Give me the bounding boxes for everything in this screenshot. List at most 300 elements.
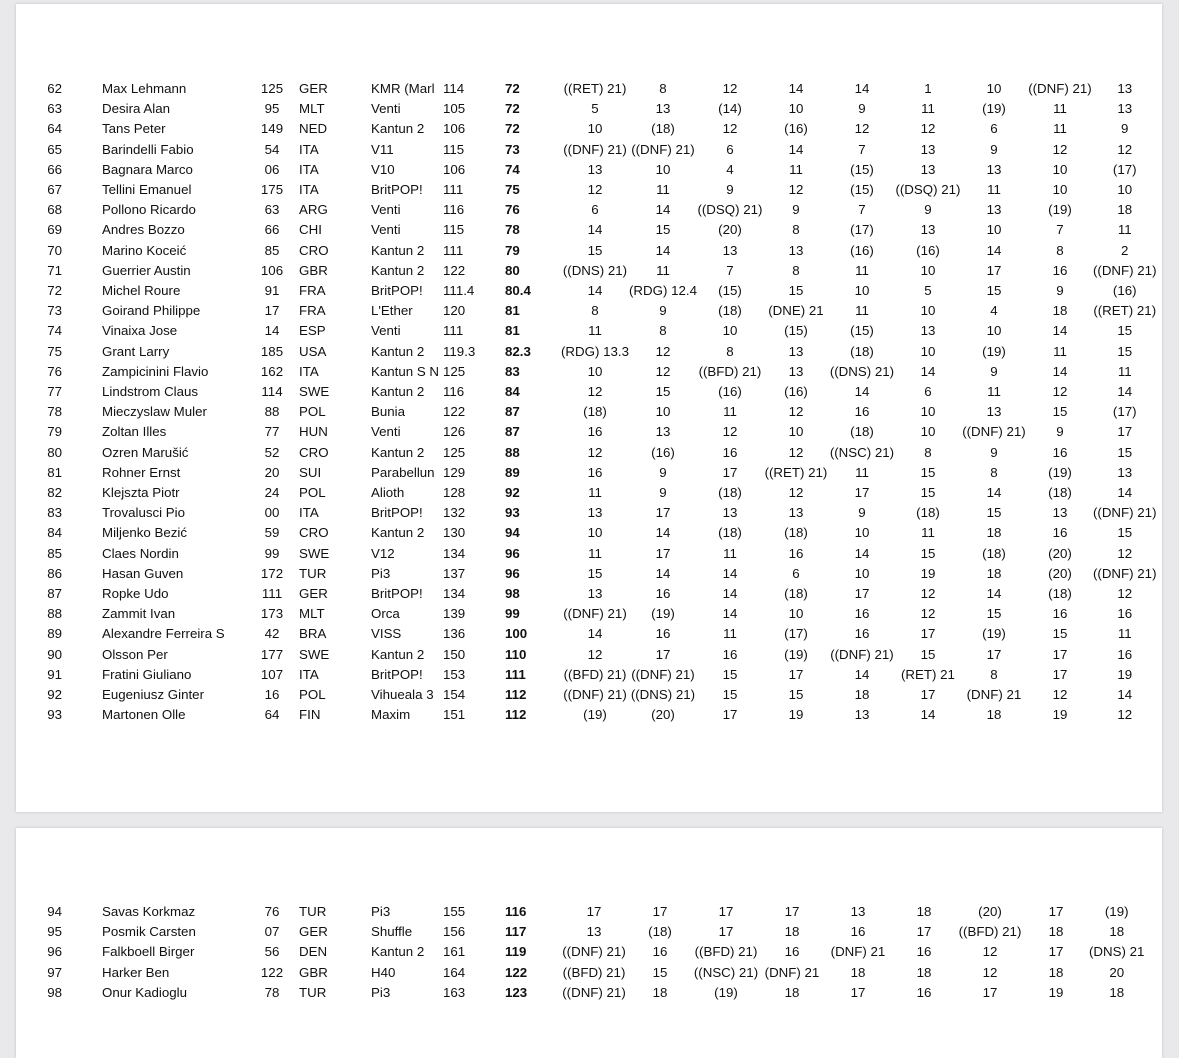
- race-score-cell: 9: [990, 444, 998, 460]
- total-points-cell: 111: [443, 323, 464, 339]
- net-points-cell: 87: [505, 404, 520, 420]
- nation-cell: MLT: [299, 606, 325, 622]
- race-score-cell: 5: [591, 101, 599, 117]
- total-points-cell: 122: [443, 404, 466, 420]
- race-score-cell: 10: [854, 525, 870, 541]
- race-score-cell: 15: [1052, 404, 1068, 420]
- nation-cell: ITA: [299, 141, 319, 157]
- nation-cell: CHI: [299, 222, 322, 238]
- race-score-cell: 15: [1117, 323, 1133, 339]
- rank-cell: 70: [47, 242, 62, 258]
- boat-cell: L'Ether: [371, 303, 413, 319]
- race-score-cell: (15): [850, 161, 874, 177]
- race-score-cell: (18): [718, 485, 742, 501]
- race-score-cell: 12: [788, 485, 804, 501]
- net-points-cell: 98: [505, 586, 520, 602]
- rank-cell: 68: [47, 202, 62, 218]
- race-score-cell: 10: [854, 565, 870, 581]
- net-points-cell: 96: [505, 565, 520, 581]
- race-score-cell: 19: [1052, 707, 1068, 723]
- result-row: [16, 99, 1157, 119]
- race-score-cell: 12: [587, 646, 603, 662]
- nation-cell: CRO: [299, 242, 329, 258]
- sailor-name-cell: Pollono Ricardo: [102, 202, 196, 218]
- race-score-cell: (18): [718, 303, 742, 319]
- nation-cell: SWE: [299, 646, 330, 662]
- total-points-cell: 151: [443, 707, 466, 723]
- race-score-cell: ((DNF) 21): [1092, 565, 1157, 581]
- race-score-cell: (17): [1112, 161, 1137, 177]
- race-score-cell: 17: [854, 485, 870, 501]
- total-points-cell: 164: [443, 964, 466, 980]
- net-points-cell: 111: [505, 666, 526, 682]
- race-score-cell: 16: [850, 924, 866, 940]
- sail-number-cell: 78: [264, 984, 280, 1000]
- nation-cell: POL: [299, 485, 326, 501]
- sail-number-cell: 24: [264, 485, 280, 501]
- race-score-cell: 13: [788, 363, 804, 379]
- race-score-cell: 13: [655, 101, 671, 117]
- race-score-cell: (RDG) 13.3: [561, 343, 629, 359]
- race-score-cell: 13: [788, 505, 804, 521]
- net-points-cell: 76: [505, 202, 520, 218]
- sailor-name-cell: Mieczyslaw Muler: [102, 404, 207, 420]
- boat-cell: Venti: [371, 202, 401, 218]
- race-score-cell: 12: [920, 121, 936, 137]
- race-score-cell: 13: [920, 222, 936, 238]
- race-score-cell: 16: [784, 944, 800, 960]
- result-row: [16, 463, 1157, 483]
- race-score-cell: 12: [655, 343, 671, 359]
- race-score-cell: 17: [920, 626, 936, 642]
- race-score-cell: 15: [587, 242, 603, 258]
- race-score-cell: ((RET) 21): [1093, 303, 1157, 319]
- race-score-cell: (19): [1048, 464, 1072, 480]
- net-points-cell: 100: [505, 626, 528, 642]
- race-score-cell: 13: [722, 505, 738, 521]
- race-score-cell: 15: [655, 222, 671, 238]
- nation-cell: POL: [299, 404, 326, 420]
- boat-cell: Alioth: [371, 485, 405, 501]
- result-row: [16, 321, 1157, 341]
- result-row: [16, 342, 1157, 362]
- race-score-cell: 19: [1048, 984, 1064, 1000]
- race-score-cell: 14: [722, 586, 738, 602]
- race-score-cell: 13: [587, 161, 603, 177]
- total-points-cell: 116: [443, 202, 465, 218]
- race-score-cell: 14: [986, 242, 1002, 258]
- nation-cell: POL: [299, 687, 326, 703]
- race-score-cell: 7: [858, 141, 866, 157]
- race-score-cell: 14: [722, 606, 738, 622]
- rank-cell: 65: [47, 141, 62, 157]
- race-score-cell: 6: [990, 121, 998, 137]
- sailor-name-cell: Savas Korkmaz: [102, 904, 196, 919]
- race-score-cell: 16: [587, 464, 603, 480]
- sail-number-cell: 06: [264, 161, 280, 177]
- boat-cell: Kantun 2: [371, 343, 425, 359]
- sailor-name-cell: Max Lehmann: [102, 81, 187, 96]
- net-points-cell: 80: [505, 262, 520, 278]
- net-points-cell: 79: [505, 242, 520, 258]
- net-points-cell: 82.3: [505, 343, 531, 359]
- boat-cell: BritPOP!: [371, 666, 423, 682]
- net-points-cell: 117: [505, 924, 527, 940]
- race-score-cell: 18: [850, 964, 866, 980]
- race-score-cell: 12: [587, 182, 603, 198]
- race-score-cell: 12: [1117, 141, 1133, 157]
- race-score-cell: 13: [587, 586, 603, 602]
- nation-cell: NED: [299, 121, 328, 137]
- rank-cell: 88: [47, 606, 62, 622]
- race-score-cell: ((BFD) 21): [694, 944, 758, 960]
- race-score-cell: 16: [1117, 646, 1133, 662]
- sailor-name-cell: Olsson Per: [102, 646, 168, 662]
- race-score-cell: 10: [655, 161, 671, 177]
- race-score-cell: (19): [651, 606, 675, 622]
- result-row: [16, 220, 1157, 240]
- result-row: [16, 301, 1157, 321]
- race-score-cell: (18): [850, 424, 874, 440]
- race-score-cell: 18: [652, 984, 668, 1000]
- race-score-cell: ((DNF) 21): [631, 141, 695, 157]
- result-row: [16, 261, 1157, 281]
- total-points-cell: 128: [443, 485, 466, 501]
- race-score-cell: ((DNF) 21): [830, 646, 894, 662]
- race-score-cell: 12: [1117, 586, 1133, 602]
- race-score-cell: 9: [858, 101, 866, 117]
- race-score-cell: 18: [1117, 202, 1133, 218]
- result-row: [16, 140, 1157, 160]
- sailor-name-cell: Barindelli Fabio: [102, 141, 194, 157]
- race-score-cell: 15: [986, 283, 1002, 299]
- race-score-cell: 15: [652, 964, 668, 980]
- race-score-cell: 11: [1117, 222, 1132, 238]
- race-score-cell: 17: [655, 545, 671, 561]
- net-points-cell: 74: [505, 161, 520, 177]
- race-score-cell: 17: [850, 984, 866, 1000]
- race-score-cell: 11: [1053, 343, 1067, 359]
- race-score-cell: ((BFD) 21): [698, 363, 762, 379]
- sail-number-cell: 99: [264, 545, 280, 561]
- race-score-cell: ((RET) 21): [764, 464, 828, 480]
- result-row: [16, 160, 1157, 180]
- race-score-cell: 12: [722, 121, 738, 137]
- boat-cell: BritPOP!: [371, 283, 423, 299]
- race-score-cell: (RDG) 12.4: [628, 283, 697, 299]
- race-score-cell: 11: [656, 262, 670, 278]
- total-points-cell: 139: [443, 606, 466, 622]
- nation-cell: GER: [299, 924, 328, 940]
- race-score-cell: 13: [920, 323, 936, 339]
- sail-number-cell: 149: [260, 121, 284, 137]
- race-score-cell: 8: [1056, 242, 1064, 258]
- race-score-cell: 2: [1121, 242, 1129, 258]
- race-score-cell: (19): [982, 343, 1006, 359]
- rank-cell: 96: [47, 944, 62, 960]
- race-score-cell: ((NSC) 21): [829, 444, 895, 460]
- sail-number-cell: 91: [264, 283, 280, 299]
- boat-cell: V11: [371, 141, 394, 157]
- sail-number-cell: 66: [264, 222, 280, 238]
- sailor-name-cell: Zammit Ivan: [102, 606, 176, 622]
- result-row: [16, 685, 1157, 705]
- nation-cell: ITA: [299, 363, 319, 379]
- net-points-cell: 87: [505, 424, 520, 440]
- sailor-name-cell: Claes Nordin: [102, 545, 179, 561]
- sail-number-cell: 122: [260, 964, 284, 980]
- race-score-cell: ((DNF) 21): [563, 141, 627, 157]
- sailor-name-cell: Michel Roure: [102, 283, 181, 299]
- race-score-cell: 6: [792, 565, 800, 581]
- sail-number-cell: 106: [260, 262, 284, 278]
- race-score-cell: 16: [1117, 606, 1133, 622]
- results-page-1: [16, 4, 1162, 812]
- race-score-cell: (16): [1112, 283, 1137, 299]
- rank-cell: 77: [47, 384, 62, 400]
- race-score-cell: 8: [792, 222, 800, 238]
- nation-cell: ITA: [299, 666, 319, 682]
- race-score-cell: 10: [655, 404, 671, 420]
- race-score-cell: 17: [916, 924, 932, 940]
- race-score-cell: 17: [982, 984, 998, 1000]
- rank-cell: 89: [47, 626, 62, 642]
- nation-cell: TUR: [299, 984, 327, 1000]
- sailor-name-cell: Goirand Philippe: [102, 303, 201, 319]
- race-score-cell: 10: [1052, 161, 1068, 177]
- race-score-cell: (16): [718, 384, 742, 400]
- boat-cell: Parabellun: [371, 464, 435, 480]
- race-score-cell: 14: [1117, 384, 1133, 400]
- race-score-cell: 12: [1117, 545, 1133, 561]
- rank-cell: 79: [47, 424, 62, 440]
- race-score-cell: 11: [588, 545, 602, 561]
- nation-cell: FIN: [299, 707, 321, 723]
- race-score-cell: 17: [788, 666, 804, 682]
- total-points-cell: 126: [443, 424, 466, 440]
- race-score-cell: 16: [916, 984, 932, 1000]
- result-row: [16, 705, 1157, 725]
- race-score-cell: 12: [788, 444, 804, 460]
- race-score-cell: (18): [784, 586, 808, 602]
- result-row: [16, 963, 1144, 983]
- boat-cell: Kantun S N: [371, 363, 440, 379]
- boat-cell: Kantun 2: [371, 242, 425, 258]
- race-score-cell: 13: [788, 242, 804, 258]
- boat-cell: Maxim: [371, 707, 411, 723]
- results-table-body: [16, 79, 1157, 726]
- race-score-cell: 17: [652, 904, 668, 919]
- race-score-cell: 14: [854, 545, 870, 561]
- race-score-cell: (16): [916, 242, 940, 258]
- rank-cell: 94: [47, 904, 62, 919]
- rank-cell: 63: [47, 101, 62, 117]
- race-score-cell: ((BFD) 21): [958, 924, 1022, 940]
- total-points-cell: 130: [443, 525, 466, 541]
- net-points-cell: 89: [505, 464, 520, 480]
- net-points-cell: 84: [505, 384, 520, 400]
- result-row: [16, 200, 1157, 220]
- race-score-cell: 9: [1121, 121, 1129, 137]
- race-score-cell: 4: [726, 161, 734, 177]
- nation-cell: BRA: [299, 626, 327, 642]
- race-score-cell: (19): [784, 646, 808, 662]
- race-score-cell: (15): [850, 182, 874, 198]
- race-score-cell: 15: [587, 565, 603, 581]
- nation-cell: ESP: [299, 323, 326, 339]
- race-score-cell: ((DNF) 21): [631, 666, 695, 682]
- nation-cell: SWE: [299, 384, 330, 400]
- rank-cell: 71: [47, 262, 62, 278]
- race-score-cell: 10: [986, 81, 1002, 96]
- net-points-cell: 83: [505, 363, 520, 379]
- race-score-cell: ((DNF) 21): [562, 944, 626, 960]
- race-score-cell: 14: [587, 283, 603, 299]
- race-score-cell: 14: [854, 384, 870, 400]
- boat-cell: Kantun 2: [371, 525, 425, 541]
- net-points-cell: 72: [505, 81, 520, 96]
- race-score-cell: 12: [920, 606, 936, 622]
- results-table: [16, 79, 1157, 726]
- race-score-cell: 17: [718, 924, 734, 940]
- race-score-cell: 10: [920, 404, 936, 420]
- boat-cell: Venti: [371, 222, 401, 238]
- race-score-cell: 11: [723, 404, 737, 420]
- race-score-cell: 17: [1117, 424, 1133, 440]
- race-score-cell: 17: [1048, 944, 1064, 960]
- race-score-cell: (DNF) 21: [830, 944, 886, 960]
- total-points-cell: 106: [443, 161, 466, 177]
- sailor-name-cell: Ozren Marušić: [102, 444, 189, 460]
- sail-number-cell: 64: [264, 707, 280, 723]
- race-score-cell: 12: [854, 121, 870, 137]
- race-score-cell: 15: [986, 606, 1002, 622]
- total-points-cell: 122: [443, 262, 466, 278]
- sailor-name-cell: Tans Peter: [102, 121, 166, 137]
- race-score-cell: 12: [1117, 707, 1133, 723]
- race-score-cell: (20): [1048, 565, 1072, 581]
- race-score-cell: 10: [986, 222, 1002, 238]
- race-score-cell: (17): [1112, 404, 1137, 420]
- race-score-cell: 14: [587, 626, 603, 642]
- race-score-cell: ((DSQ) 21): [697, 202, 763, 218]
- race-score-cell: (18): [718, 525, 742, 541]
- result-row: [16, 645, 1157, 665]
- race-score-cell: 7: [858, 202, 866, 218]
- race-score-cell: 6: [591, 202, 599, 218]
- race-score-cell: (20): [978, 904, 1002, 919]
- boat-cell: Vihueala 3: [371, 687, 434, 703]
- race-score-cell: 5: [924, 283, 932, 299]
- race-score-cell: 16: [652, 944, 668, 960]
- total-points-cell: 119.3: [443, 343, 476, 359]
- net-points-cell: 72: [505, 121, 520, 137]
- race-score-cell: 8: [726, 343, 734, 359]
- total-points-cell: 161: [443, 944, 466, 960]
- race-score-cell: 17: [784, 904, 800, 919]
- race-score-cell: 18: [1048, 924, 1064, 940]
- total-points-cell: 105: [443, 101, 466, 117]
- race-score-cell: 8: [659, 81, 667, 96]
- race-score-cell: 10: [920, 343, 936, 359]
- race-score-cell: (DNF) 21: [966, 687, 1022, 703]
- race-score-cell: 13: [1117, 81, 1133, 96]
- race-score-cell: 19: [920, 565, 936, 581]
- result-row: [16, 281, 1157, 301]
- race-score-cell: 18: [1109, 924, 1125, 940]
- race-score-cell: 12: [1052, 384, 1068, 400]
- race-score-cell: 14: [655, 525, 671, 541]
- sail-number-cell: 17: [264, 303, 280, 319]
- sail-number-cell: 173: [260, 606, 284, 622]
- race-score-cell: 12: [722, 424, 738, 440]
- race-score-cell: (18): [916, 505, 940, 521]
- race-score-cell: (20): [718, 222, 742, 238]
- rank-cell: 84: [47, 525, 62, 541]
- boat-cell: Kantun 2: [371, 384, 425, 400]
- rank-cell: 85: [47, 545, 62, 561]
- rank-cell: 95: [47, 924, 62, 940]
- rank-cell: 83: [47, 505, 62, 521]
- nation-cell: MLT: [299, 101, 325, 117]
- sailor-name-cell: Tellini Emanuel: [102, 182, 192, 198]
- total-points-cell: 106: [443, 121, 466, 137]
- boat-cell: Kantun 2: [371, 444, 425, 460]
- race-score-cell: 18: [986, 525, 1002, 541]
- race-score-cell: ((DNF) 21): [1028, 81, 1092, 96]
- race-score-cell: 8: [990, 464, 998, 480]
- total-points-cell: 136: [443, 626, 466, 642]
- total-points-cell: 116: [443, 384, 465, 400]
- race-score-cell: 11: [723, 626, 737, 642]
- race-score-cell: 17: [722, 707, 738, 723]
- sailor-name-cell: Onur Kadioglu: [102, 984, 188, 1000]
- result-row: [16, 362, 1157, 382]
- race-score-cell: 9: [659, 303, 667, 319]
- nation-cell: GBR: [299, 262, 328, 278]
- boat-cell: Pi3: [371, 904, 391, 919]
- boat-cell: V12: [371, 545, 395, 561]
- boat-cell: Orca: [371, 606, 400, 622]
- race-score-cell: 14: [1117, 687, 1133, 703]
- boat-cell: Pi3: [371, 565, 391, 581]
- race-score-cell: (19): [1048, 202, 1072, 218]
- race-score-cell: ((DNS) 21): [630, 687, 696, 703]
- rank-cell: 92: [47, 687, 62, 703]
- race-score-cell: ((DNF) 21): [563, 687, 627, 703]
- race-score-cell: 16: [854, 626, 870, 642]
- boat-cell: Shuffle: [371, 924, 413, 940]
- race-score-cell: 9: [858, 505, 866, 521]
- net-points-cell: 110: [505, 646, 527, 662]
- race-score-cell: 9: [924, 202, 932, 218]
- race-score-cell: 8: [659, 323, 667, 339]
- net-points-cell: 72: [505, 101, 520, 117]
- race-score-cell: 15: [1052, 626, 1068, 642]
- sail-number-cell: 162: [260, 363, 284, 379]
- total-points-cell: 154: [443, 687, 466, 703]
- race-score-cell: 17: [655, 646, 671, 662]
- sailor-name-cell: Harker Ben: [102, 964, 170, 980]
- race-score-cell: ((DNF) 21): [1092, 262, 1157, 278]
- nation-cell: ITA: [299, 505, 319, 521]
- result-row: [16, 624, 1157, 644]
- race-score-cell: (20): [651, 707, 675, 723]
- total-points-cell: 111: [443, 182, 464, 198]
- race-score-cell: 15: [722, 666, 738, 682]
- nation-cell: GER: [299, 586, 328, 602]
- race-score-cell: 18: [1052, 303, 1068, 319]
